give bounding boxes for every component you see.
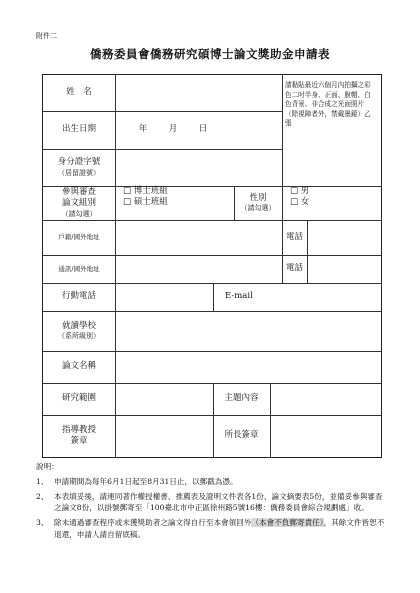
- thesis-title-label: 論文名稱: [61, 361, 96, 372]
- instruction-text: 本表填妥後，請連同著作權授權書、推薦表及證明文件表各1份、論文摘要表5份，並備妥參與審查之論文8份，以掛號郵寄至「100臺北市中正區徐州路5號16樓：僑務委員會綜合規劃處」收。: [54, 491, 383, 513]
- topic-content-label: 主題內容: [224, 393, 259, 404]
- instruction-item: [36, 476, 386, 488]
- school-label-sub: （系所級別）: [58, 332, 100, 341]
- thesis-title-field[interactable]: [115, 351, 381, 383]
- instruction-text: 申請期間為每年6月1日起至8月31日止，以郵戳為憑。: [54, 476, 238, 486]
- mailing-phone-field[interactable]: [307, 255, 381, 283]
- research-scope-label: 研究範圍: [61, 393, 96, 404]
- advisor-signature-label: [43, 415, 115, 457]
- topic-content-field[interactable]: [270, 383, 381, 415]
- name-label: 姓 名: [66, 87, 92, 98]
- instruction-number: 2、: [36, 491, 49, 501]
- household-address-field[interactable]: [115, 220, 282, 255]
- phone-label-household: 電話: [285, 231, 303, 242]
- research-scope-field[interactable]: [115, 383, 213, 415]
- id-label-text: 身分證字號: [57, 157, 101, 168]
- mailing-address-field[interactable]: [115, 255, 282, 283]
- female-checkbox[interactable]: □ 女: [290, 197, 310, 208]
- category-label-line1: 參與審查: [61, 186, 96, 197]
- category-label-line2: 論文組別: [61, 198, 96, 209]
- male-checkbox[interactable]: □ 男: [290, 186, 310, 196]
- photo-placeholder[interactable]: [282, 77, 380, 185]
- mobile-field[interactable]: [115, 283, 213, 311]
- instruction-text-part: 除未通過審查程序或未獲獎助者之論文得自行至本會領回外: [54, 518, 252, 528]
- dean-signature-field[interactable]: [270, 415, 381, 457]
- instructions-heading: 說明：: [36, 462, 59, 471]
- id-label-sub: （居留證號）: [58, 168, 100, 177]
- school-label-text: 就讀學校: [61, 320, 96, 331]
- birth-year-label: 年: [138, 124, 148, 135]
- photo-instructions: 請黏貼最近六個月內拍攝之彩色二吋半身、正面、脫帽、白色背景、非合成之光面照片（除視障者外，禁戴墨鏡）乙張: [285, 81, 371, 128]
- master-checkbox[interactable]: □ 碩士班組: [123, 197, 168, 208]
- household-address-label: 戶籍/國外地址: [58, 233, 100, 242]
- instruction-item: [36, 491, 386, 515]
- instructions-section: [36, 461, 386, 541]
- school-label: [43, 311, 115, 351]
- mailing-address-label: 通訊/國外地址: [58, 264, 100, 273]
- category-label: [43, 186, 115, 220]
- household-phone-field[interactable]: [307, 220, 381, 255]
- instruction-highlight: （本會不負郵寄責任）: [251, 518, 324, 528]
- gender-label-sub: （請勾選）: [240, 204, 276, 213]
- gender-label: [234, 186, 282, 220]
- advisor-label-line1: 指導教授: [61, 424, 96, 435]
- phone-label-mailing: 電話: [285, 263, 303, 274]
- attachment-label: 附件二: [36, 32, 57, 40]
- phd-checkbox[interactable]: □ 博士班組: [123, 186, 168, 196]
- name-field[interactable]: [115, 75, 282, 111]
- instruction-text: [54, 517, 386, 541]
- instruction-number: 1、: [36, 476, 49, 486]
- id-number-label: [43, 149, 115, 186]
- id-number-field[interactable]: [115, 149, 282, 186]
- form-title: 僑務委員會僑務研究碩博士論文獎助金申請表: [90, 47, 330, 61]
- instruction-item: [36, 517, 386, 541]
- instruction-text-part: ，其餘文件皆恕不退還，申請人請自留底稿。: [54, 518, 385, 539]
- mobile-label: 行動電話: [61, 291, 96, 302]
- email-label: E-mail: [225, 291, 253, 302]
- gender-options: [282, 186, 381, 220]
- application-form-table: [42, 74, 382, 458]
- school-field[interactable]: [115, 311, 381, 351]
- gender-label-text: 性別: [249, 192, 267, 203]
- instruction-number: 3、: [36, 518, 49, 528]
- birth-date-label: 出生日期: [61, 124, 96, 135]
- birth-day-label: 日: [198, 124, 208, 135]
- birth-month-label: 月: [168, 124, 178, 135]
- category-label-sub: （請勾選）: [61, 209, 97, 218]
- category-options: [115, 186, 234, 220]
- dean-signature-label: 所長簽章: [224, 430, 259, 441]
- advisor-signature-field[interactable]: [115, 415, 213, 457]
- advisor-label-line2: 簽章: [70, 436, 88, 446]
